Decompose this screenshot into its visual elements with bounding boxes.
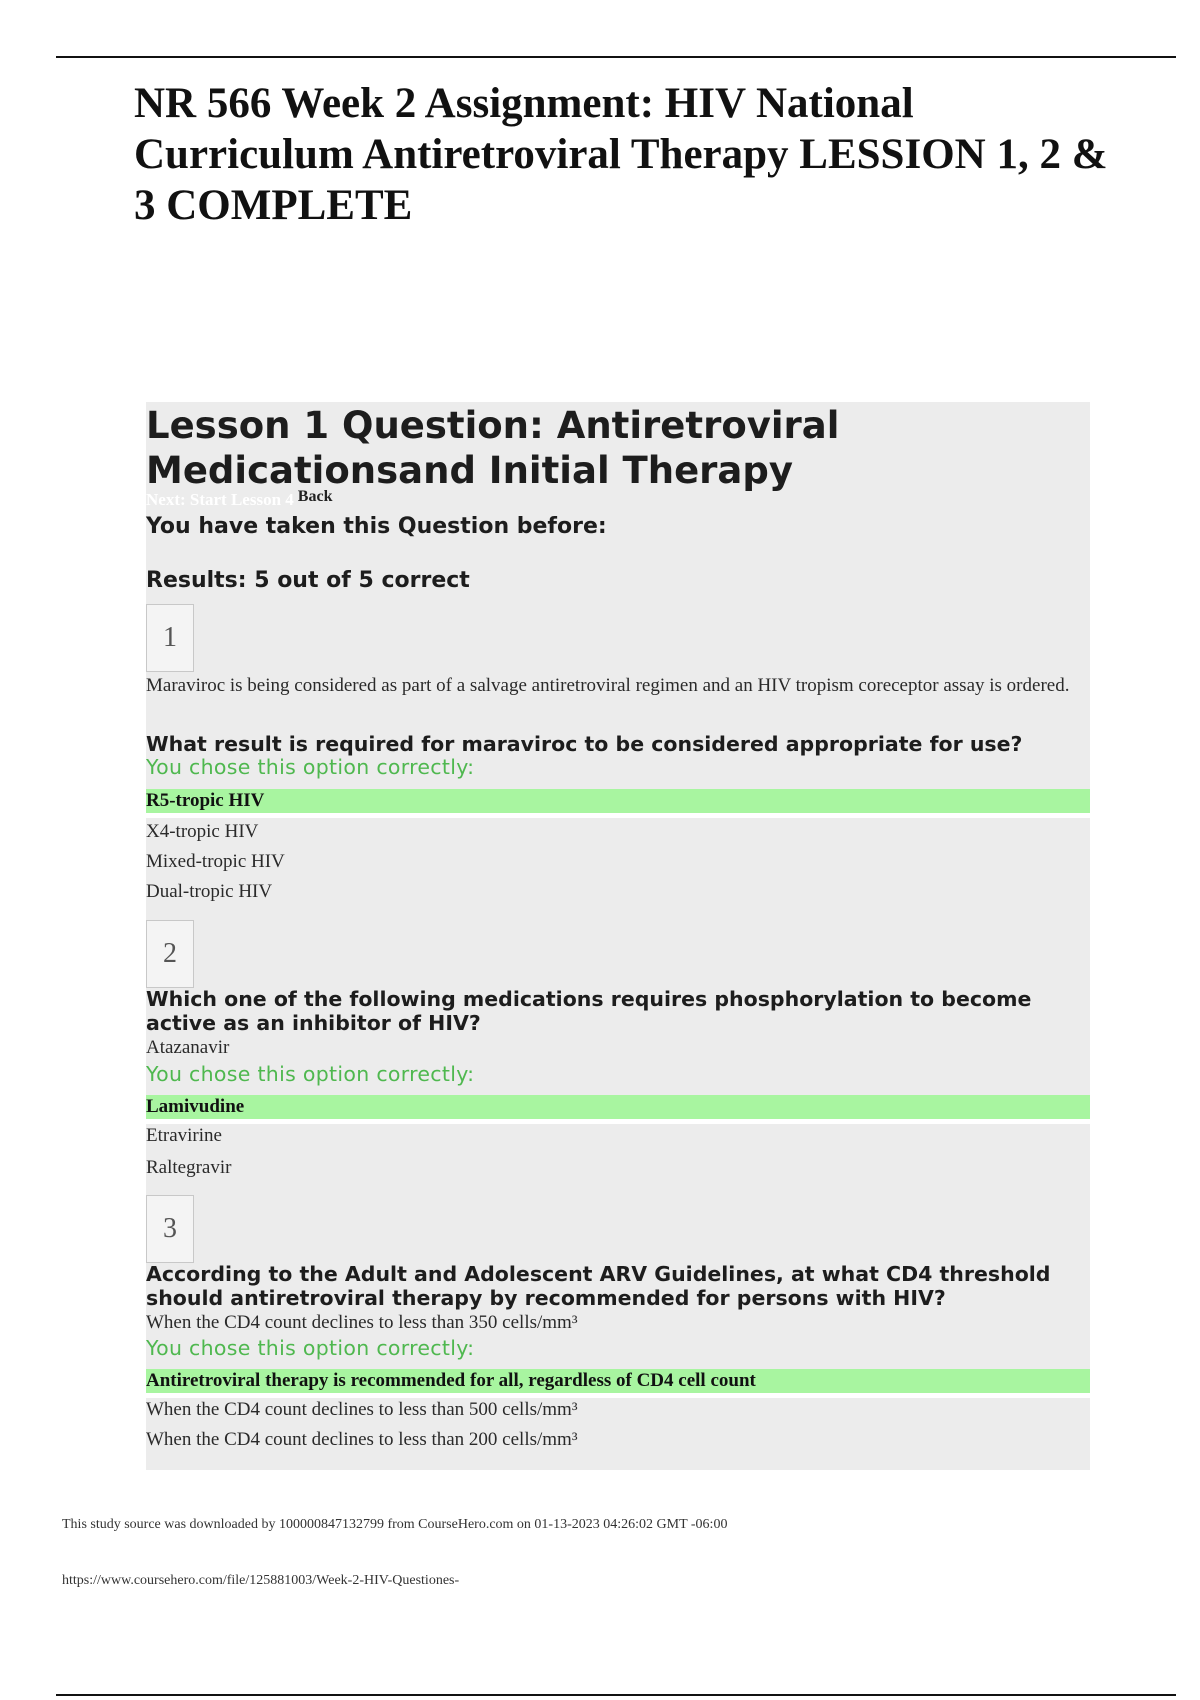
top-rule xyxy=(56,56,1176,58)
correct-answer-option[interactable]: R5-tropic HIV xyxy=(146,789,1090,818)
correct-choice-label: You chose this option correctly: xyxy=(146,1336,475,1360)
lesson-nav xyxy=(146,490,332,510)
answer-option[interactable]: Raltegravir xyxy=(146,1157,232,1178)
taken-before-notice: You have taken this Question before: xyxy=(146,514,607,539)
answer-option[interactable]: Atazanavir xyxy=(146,1037,230,1058)
answer-option[interactable]: Etravirine xyxy=(146,1125,222,1146)
question-text: According to the Adult and Adolescent ARV Guidelines, at what CD4 threshold should antiretroviral therapy by recommended for persons with HIV? xyxy=(146,1262,1051,1310)
document-title: NR 566 Week 2 Assignment: HIV National Curriculum Antiretroviral Therapy LESSION 1, 2 & 3 COMPLETE xyxy=(134,80,1108,229)
next-lesson-link[interactable]: Next: Start Lesson 4 xyxy=(146,490,294,509)
results-summary: Results: 5 out of 5 correct xyxy=(146,568,470,593)
question-text: What result is required for maraviroc to be considered appropriate for use? xyxy=(146,732,1023,756)
correct-answer-option[interactable]: Lamivudine xyxy=(146,1095,1090,1124)
bottom-rule xyxy=(56,1694,1176,1696)
answer-option[interactable]: Mixed-tropic HIV xyxy=(146,851,285,872)
answer-option[interactable]: X4-tropic HIV xyxy=(146,821,259,842)
correct-choice-label: You chose this option correctly: xyxy=(146,755,475,779)
source-url[interactable]: https://www.coursehero.com/file/125881003/Week-2-HIV-Questiones- xyxy=(62,1573,460,1588)
answer-option[interactable]: Dual-tropic HIV xyxy=(146,881,273,902)
answer-option[interactable]: When the CD4 count declines to less than 350 cells/mm³ xyxy=(146,1312,578,1333)
correct-answer-option[interactable]: Antiretroviral therapy is recommended for all, regardless of CD4 cell count xyxy=(146,1369,1090,1398)
question-number-badge: 3 xyxy=(146,1195,194,1263)
correct-choice-label: You chose this option correctly: xyxy=(146,1062,475,1086)
answer-option[interactable]: When the CD4 count declines to less than 500 cells/mm³ xyxy=(146,1399,578,1420)
lesson-panel xyxy=(146,402,1090,1470)
question-stem: Maraviroc is being considered as part of a salvage antiretroviral regimen and an HIV tropism coreceptor assay is ordered. xyxy=(146,675,1070,696)
back-link[interactable]: Back xyxy=(297,488,333,505)
answer-option[interactable]: When the CD4 count declines to less than 200 cells/mm³ xyxy=(146,1429,578,1450)
lesson-title: Lesson 1 Question: Antiretroviral Medicationsand Initial Therapy xyxy=(146,404,840,492)
question-number-badge: 1 xyxy=(146,604,194,672)
question-text: Which one of the following medications requires phosphorylation to become active as an inhibitor of HIV? xyxy=(146,987,1032,1035)
question-number-badge: 2 xyxy=(146,920,194,988)
download-source-note: This study source was downloaded by 100000847132799 from CourseHero.com on 01-13-2023 04:26:02 GMT -06:00 xyxy=(62,1517,728,1532)
